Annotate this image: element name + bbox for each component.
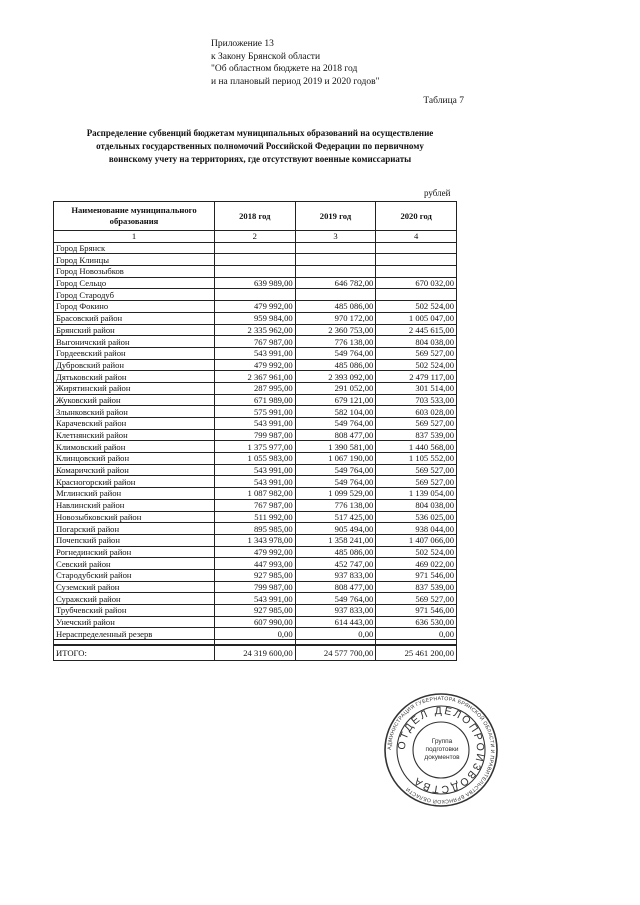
table-row [54, 406, 457, 418]
amount-cell: 569 527,00 [376, 418, 457, 430]
amount-cell: 970 172,00 [295, 312, 376, 324]
amount-cell: 927 985,00 [215, 569, 296, 581]
table-row [54, 453, 457, 465]
table-row [54, 312, 457, 324]
amount-cell: 1 139 054,00 [376, 488, 457, 500]
amount-cell: 549 764,00 [295, 347, 376, 359]
table-row [54, 382, 457, 394]
table-row [54, 558, 457, 570]
table-row [54, 336, 457, 348]
column-header: 2018 год [215, 202, 296, 231]
amount-cell [295, 266, 376, 278]
table-row [54, 488, 457, 500]
amount-cell: 549 764,00 [295, 418, 376, 430]
amount-cell: 808 477,00 [295, 429, 376, 441]
amount-cell [376, 289, 457, 301]
table-row [54, 523, 457, 535]
municipality-name-cell: Навлинский район [54, 499, 215, 511]
amount-cell: 703 533,00 [376, 394, 457, 406]
table-row [54, 499, 457, 511]
amount-cell: 287 995,00 [215, 382, 296, 394]
column-header: Наименование муниципального образования [54, 202, 215, 231]
amount-cell: 479 992,00 [215, 359, 296, 371]
amount-cell: 971 546,00 [376, 605, 457, 617]
amount-cell: 639 989,00 [215, 277, 296, 289]
title-line: Распределение субвенций бюджетам муниципальных образований на осуществление [86, 128, 434, 138]
amount-cell: 1 358 241,00 [295, 534, 376, 546]
municipality-name-cell: Мглинский район [54, 488, 215, 500]
amount-cell: 679 121,00 [295, 394, 376, 406]
amount-cell [376, 242, 457, 254]
table-number: Таблица 7 [423, 96, 464, 106]
table-row [54, 254, 457, 266]
table-row [54, 394, 457, 406]
amount-cell: 543 991,00 [215, 476, 296, 488]
amount-cell: 301 514,00 [376, 382, 457, 394]
amount-cell: 469 022,00 [376, 558, 457, 570]
amount-cell: 575 991,00 [215, 406, 296, 418]
municipality-name-cell: Брянский район [54, 324, 215, 336]
amount-cell: 2 335 962,00 [215, 324, 296, 336]
amount-cell: 569 527,00 [376, 476, 457, 488]
index-cell: 1 [54, 231, 215, 243]
table-row [54, 418, 457, 430]
amount-cell: 636 530,00 [376, 616, 457, 628]
municipality-name-cell: Погарский район [54, 523, 215, 535]
amount-cell: 543 991,00 [215, 593, 296, 605]
column-header: 2019 год [295, 202, 376, 231]
table-total-row [54, 645, 457, 661]
amount-cell: 1 005 047,00 [376, 312, 457, 324]
stamp-ring-text-inner: ОТДЕЛ ДЕЛОПРОИЗВОДСТВА [395, 704, 487, 796]
table-row [54, 546, 457, 558]
amount-cell [295, 254, 376, 266]
municipality-name-cell: Нераспределенный резерв [54, 628, 215, 640]
municipality-name-cell: Дубровский район [54, 359, 215, 371]
amount-cell: 0,00 [295, 628, 376, 640]
amount-cell: 452 747,00 [295, 558, 376, 570]
document-title [60, 127, 460, 166]
total-2020: 25 461 200,00 [376, 645, 457, 661]
amount-cell: 2 393 092,00 [295, 371, 376, 383]
municipality-name-cell: Гордеевский район [54, 347, 215, 359]
municipality-name-cell: Комаричский район [54, 464, 215, 476]
total-label: ИТОГО: [54, 645, 215, 661]
amount-cell: 804 038,00 [376, 499, 457, 511]
amount-cell: 291 052,00 [295, 382, 376, 394]
table-row [54, 534, 457, 546]
municipality-name-cell: Суземский район [54, 581, 215, 593]
amount-cell: 549 764,00 [295, 476, 376, 488]
table-row [54, 301, 457, 313]
amount-cell: 776 138,00 [295, 336, 376, 348]
amount-cell: 646 782,00 [295, 277, 376, 289]
municipality-name-cell: Севский район [54, 558, 215, 570]
amount-cell: 549 764,00 [295, 593, 376, 605]
municipality-name-cell: Суражский район [54, 593, 215, 605]
municipality-name-cell: Климовский район [54, 441, 215, 453]
index-cell: 2 [215, 231, 296, 243]
amount-cell: 776 138,00 [295, 499, 376, 511]
title-line: воинскому учету на территориях, где отсутствуют военные комиссариаты [108, 154, 412, 164]
title-line: отдельных государственных полномочий Российской Федерации по первичному [96, 141, 424, 151]
header-line: "Об областном бюджете на 2018 год [211, 64, 358, 74]
amount-cell: 937 833,00 [295, 569, 376, 581]
stamp-line: подготовки [425, 746, 459, 753]
table-body [54, 242, 457, 639]
amount-cell: 1 087 982,00 [215, 488, 296, 500]
amount-cell [215, 242, 296, 254]
municipality-name-cell: Новозыбковский район [54, 511, 215, 523]
municipality-name-cell: Почепский район [54, 534, 215, 546]
table-row [54, 371, 457, 383]
table-row [54, 511, 457, 523]
amount-cell: 670 032,00 [376, 277, 457, 289]
amount-cell: 502 524,00 [376, 359, 457, 371]
amount-cell: 938 044,00 [376, 523, 457, 535]
amount-cell: 569 527,00 [376, 593, 457, 605]
amount-cell: 2 360 753,00 [295, 324, 376, 336]
amount-cell: 837 539,00 [376, 581, 457, 593]
amount-cell [376, 266, 457, 278]
amount-cell: 1 105 552,00 [376, 453, 457, 465]
amount-cell: 543 991,00 [215, 347, 296, 359]
amount-cell: 799 987,00 [215, 581, 296, 593]
table-row [54, 593, 457, 605]
amount-cell: 1 390 581,00 [295, 441, 376, 453]
header-line: к Закону Брянской области [211, 51, 321, 62]
table-row [54, 441, 457, 453]
municipality-name-cell: Дятьковский район [54, 371, 215, 383]
column-header: 2020 год [376, 202, 457, 231]
amount-cell: 447 993,00 [215, 558, 296, 570]
amount-cell: 569 527,00 [376, 347, 457, 359]
table-row [54, 266, 457, 278]
amount-cell: 0,00 [376, 628, 457, 640]
municipality-name-cell: Трубчевский район [54, 605, 215, 617]
amount-cell: 536 025,00 [376, 511, 457, 523]
municipality-name-cell: Жирятинский район [54, 382, 215, 394]
amount-cell: 959 984,00 [215, 312, 296, 324]
amount-cell: 485 086,00 [295, 359, 376, 371]
table-row [54, 476, 457, 488]
stamp-ring-text: АДМИНИСТРАЦИЯ ГУБЕРНАТОРА БРЯНСКОЙ ОБЛАСТИ И ПРАВИТЕЛЬСТВА БРЯНСКОЙ ОБЛАСТИ [386, 695, 496, 805]
table-index-row [54, 231, 457, 243]
table-row [54, 242, 457, 254]
municipality-name-cell: Город Клинцы [54, 254, 215, 266]
appendix-header [211, 38, 379, 88]
header-line: и на плановый период 2019 и 2020 годов" [211, 76, 380, 87]
amount-cell: 569 527,00 [376, 464, 457, 476]
amount-cell: 799 987,00 [215, 429, 296, 441]
municipality-name-cell: Красногорский район [54, 476, 215, 488]
amount-cell: 804 038,00 [376, 336, 457, 348]
amount-cell: 905 494,00 [295, 523, 376, 535]
amount-cell: 511 992,00 [215, 511, 296, 523]
amount-cell: 2 479 117,00 [376, 371, 457, 383]
stamp-center-text [420, 738, 464, 762]
municipality-name-cell: Клинцовский район [54, 453, 215, 465]
municipality-name-cell: Карачевский район [54, 418, 215, 430]
table-row [54, 616, 457, 628]
amount-cell: 502 524,00 [376, 546, 457, 558]
amount-cell: 543 991,00 [215, 418, 296, 430]
amount-cell [295, 289, 376, 301]
amount-cell: 1 375 977,00 [215, 441, 296, 453]
index-cell: 4 [376, 231, 457, 243]
amount-cell: 614 443,00 [295, 616, 376, 628]
amount-cell: 2 445 615,00 [376, 324, 457, 336]
table-row [54, 569, 457, 581]
amount-cell: 502 524,00 [376, 301, 457, 313]
total-2018: 24 319 600,00 [215, 645, 296, 661]
municipality-name-cell: Город Фокино [54, 301, 215, 313]
amount-cell: 543 991,00 [215, 464, 296, 476]
table-row [54, 429, 457, 441]
total-2019: 24 577 700,00 [295, 645, 376, 661]
amount-cell: 1 407 066,00 [376, 534, 457, 546]
amount-cell: 0,00 [215, 628, 296, 640]
municipality-name-cell: Клетнянский район [54, 429, 215, 441]
municipality-name-cell: Брасовский район [54, 312, 215, 324]
amount-cell: 485 086,00 [295, 546, 376, 558]
table-row [54, 581, 457, 593]
amount-cell: 767 987,00 [215, 499, 296, 511]
stamp-line: Группа [431, 738, 453, 745]
stamp-line: документов [424, 754, 460, 761]
amount-cell: 671 989,00 [215, 394, 296, 406]
amount-cell: 479 992,00 [215, 301, 296, 313]
amount-cell: 837 539,00 [376, 429, 457, 441]
amount-cell: 2 367 961,00 [215, 371, 296, 383]
amount-cell [215, 254, 296, 266]
table-row [54, 605, 457, 617]
units-label: рублей [424, 188, 451, 198]
amount-cell: 1 099 529,00 [295, 488, 376, 500]
amount-cell: 517 425,00 [295, 511, 376, 523]
table-row [54, 277, 457, 289]
table-header-row [54, 202, 457, 231]
amount-cell: 808 477,00 [295, 581, 376, 593]
table-row [54, 324, 457, 336]
amount-cell: 971 546,00 [376, 569, 457, 581]
table-row [54, 628, 457, 640]
municipality-name-cell: Злынковский район [54, 406, 215, 418]
amount-cell: 549 764,00 [295, 464, 376, 476]
amount-cell: 1 055 983,00 [215, 453, 296, 465]
municipality-name-cell: Унечский район [54, 616, 215, 628]
municipality-name-cell: Рогнединский район [54, 546, 215, 558]
amount-cell: 607 990,00 [215, 616, 296, 628]
municipality-name-cell: Город Стародуб [54, 289, 215, 301]
municipality-name-cell: Выгоничский район [54, 336, 215, 348]
amount-cell: 485 086,00 [295, 301, 376, 313]
amount-cell [376, 254, 457, 266]
municipality-name-cell: Стародубский район [54, 569, 215, 581]
index-cell: 3 [295, 231, 376, 243]
table-row [54, 359, 457, 371]
municipality-name-cell: Город Сельцо [54, 277, 215, 289]
table-row [54, 347, 457, 359]
amount-cell: 927 985,00 [215, 605, 296, 617]
municipality-name-cell: Жуковский район [54, 394, 215, 406]
amount-cell [215, 289, 296, 301]
header-line: Приложение 13 [211, 39, 274, 49]
subvention-table [53, 201, 457, 661]
amount-cell [295, 242, 376, 254]
amount-cell: 767 987,00 [215, 336, 296, 348]
amount-cell [215, 266, 296, 278]
amount-cell: 1 440 568,00 [376, 441, 457, 453]
table-row [54, 289, 457, 301]
municipality-name-cell: Город Брянск [54, 242, 215, 254]
amount-cell: 1 067 190,00 [295, 453, 376, 465]
amount-cell: 937 833,00 [295, 605, 376, 617]
amount-cell: 582 104,00 [295, 406, 376, 418]
amount-cell: 479 992,00 [215, 546, 296, 558]
table-row [54, 464, 457, 476]
amount-cell: 1 343 978,00 [215, 534, 296, 546]
amount-cell: 603 028,00 [376, 406, 457, 418]
municipality-name-cell: Город Новозыбков [54, 266, 215, 278]
amount-cell: 895 985,00 [215, 523, 296, 535]
